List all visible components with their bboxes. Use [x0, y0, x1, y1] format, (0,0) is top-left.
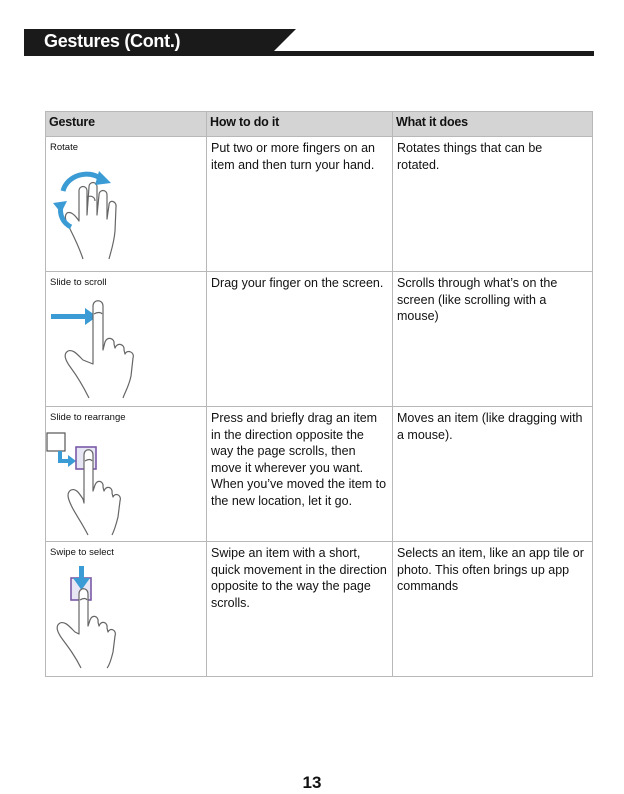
gesture-name: Slide to rearrange [50, 412, 126, 423]
page-title: Gestures (Cont.) [44, 31, 181, 51]
page-number: 13 [302, 773, 322, 792]
what-cell: Selects an item, like an app tile or photo. This often brings up app commands [393, 542, 593, 677]
table-row [46, 542, 593, 677]
rotate-gesture-icon [49, 161, 133, 261]
what-cell: Scrolls through what’s on the screen (like scrolling with a mouse) [393, 272, 593, 407]
gesture-cell [46, 542, 207, 677]
column-header-gesture: Gesture [46, 112, 207, 137]
how-cell: Put two or more fingers on an item and then turn your hand. [207, 137, 393, 272]
gesture-name: Slide to scroll [50, 277, 107, 288]
gesture-name: Rotate [50, 142, 78, 153]
column-header-what: What it does [393, 112, 593, 137]
how-cell: Drag your finger on the screen. [207, 272, 393, 407]
table-row [46, 137, 593, 272]
how-cell: Press and briefly drag an item in the direction opposite the way the page scrolls, then move it wherever you want. When you’ve moved the item to the new location, let it go. [207, 407, 393, 542]
gestures-table [45, 111, 593, 677]
slide-rearrange-gesture-icon [46, 429, 136, 537]
table-row [46, 407, 593, 542]
gesture-cell [46, 137, 207, 272]
what-cell: Rotates things that can be rotated. [393, 137, 593, 272]
what-cell: Moves an item (like dragging with a mouse). [393, 407, 593, 542]
gesture-name: Swipe to select [50, 547, 114, 558]
column-header-how: How to do it [207, 112, 393, 137]
gesture-cell [46, 407, 207, 542]
table-row [46, 272, 593, 407]
table-header-row [46, 112, 593, 137]
gesture-cell [46, 272, 207, 407]
header-rule [24, 51, 594, 56]
how-cell: Swipe an item with a short, quick movement in the direction opposite to the way the page scrolls. [207, 542, 393, 677]
section-header [24, 29, 594, 57]
slide-scroll-gesture-icon [49, 294, 149, 400]
swipe-select-gesture-icon [49, 564, 133, 670]
